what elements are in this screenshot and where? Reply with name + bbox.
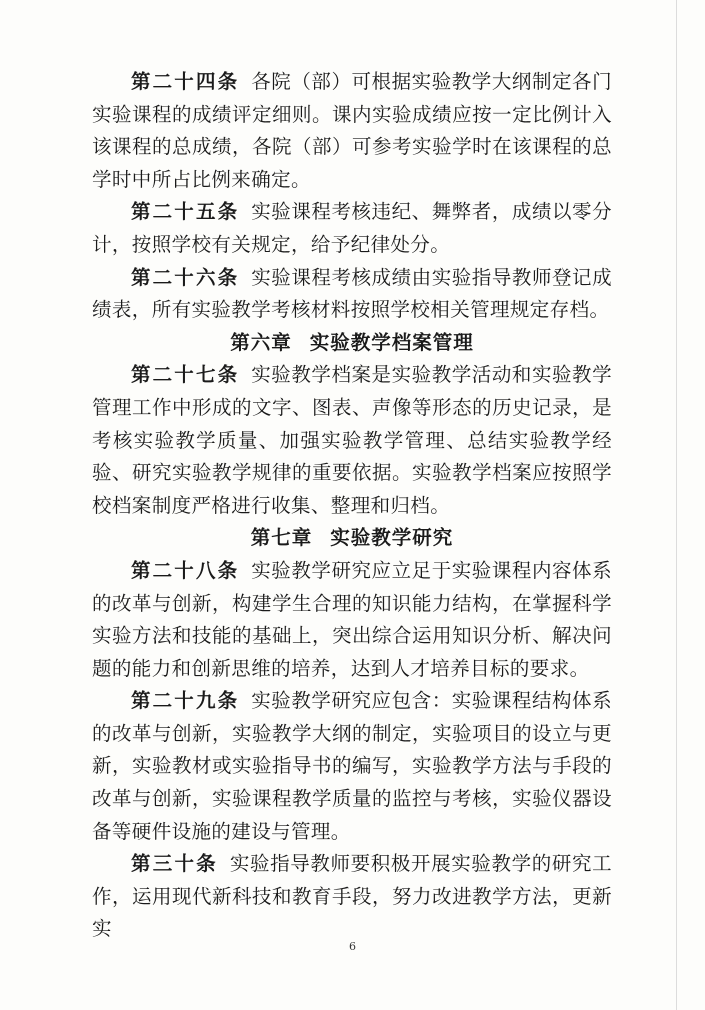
article-text: 实验课程考核成绩由实验指导教师登记成绩表，所有实验教学考核材料按照学校相关管理规定存档。 (92, 265, 612, 322)
document-body (92, 66, 612, 946)
article-number: 第二十八条 (131, 558, 240, 582)
article-text: 实验教学研究应包含：实验课程结构体系的改革与创新，实验教学大纲的制定，实验项目的设立与更新，实验教材或实验指导书的编写，实验教学方法与手段的改革与创新，实验课程教学质量的监控与考核，实验仪器设备等硬件设施的建设与管理。 (92, 689, 612, 843)
article-text: 各院（部）可根据实验教学大纲制定各门实验课程的成绩评定细则。课内实验成绩应按一定比例计入该课程的总成绩，各院（部）可参考实验学时在该课程的总学时中所占比例来确定。 (92, 70, 612, 191)
chapter-title: 实验教学研究 (330, 526, 454, 550)
chapter-number: 第六章 (230, 330, 292, 354)
chapter-6-heading (92, 327, 612, 360)
article-number: 第三十条 (131, 852, 218, 876)
article-text: 实验课程考核违纪、舞弊者，成绩以零分计，按照学校有关规定，给予纪律处分。 (92, 200, 612, 256)
article-number: 第二十四条 (131, 70, 240, 93)
article-24 (92, 66, 612, 196)
chapter-7-heading (92, 522, 612, 555)
article-30 (92, 848, 612, 946)
chapter-title: 实验教学档案管理 (309, 330, 474, 354)
article-text: 实验教学研究应立足于实验课程内容体系的改革与创新，构建学生合理的知识能力结构，在掌握科学实验方法和技能的基础上，突出综合运用知识分析、解决问题的能力和创新思维的培养，达到人才培养目标的要求。 (92, 558, 612, 680)
scan-edge-line (676, 0, 677, 1010)
chapter-number: 第七章 (250, 526, 313, 550)
page-number: 6 (349, 940, 356, 953)
article-27 (92, 359, 612, 522)
article-25 (92, 196, 612, 261)
article-number: 第二十六条 (131, 265, 240, 289)
article-26 (92, 262, 612, 327)
article-number: 第二十七条 (131, 363, 240, 387)
article-text: 实验指导教师要积极开展实验教学的研究工作，运用现代新科技和教育手段，努力改进教学方法，更新实 (92, 852, 612, 941)
article-29 (92, 685, 612, 848)
article-28 (92, 555, 612, 685)
article-number: 第二十九条 (131, 689, 240, 713)
article-text: 实验教学档案是实验教学活动和实验教学管理工作中形成的文字、图表、声像等形态的历史记录，是考核实验教学质量、加强实验教学管理、总结实验教学经验、研究实验教学规律的重要依据。实验教学档案应按照学校档案制度严格进行收集、整理和归档。 (92, 363, 612, 517)
article-number: 第二十五条 (131, 200, 240, 224)
